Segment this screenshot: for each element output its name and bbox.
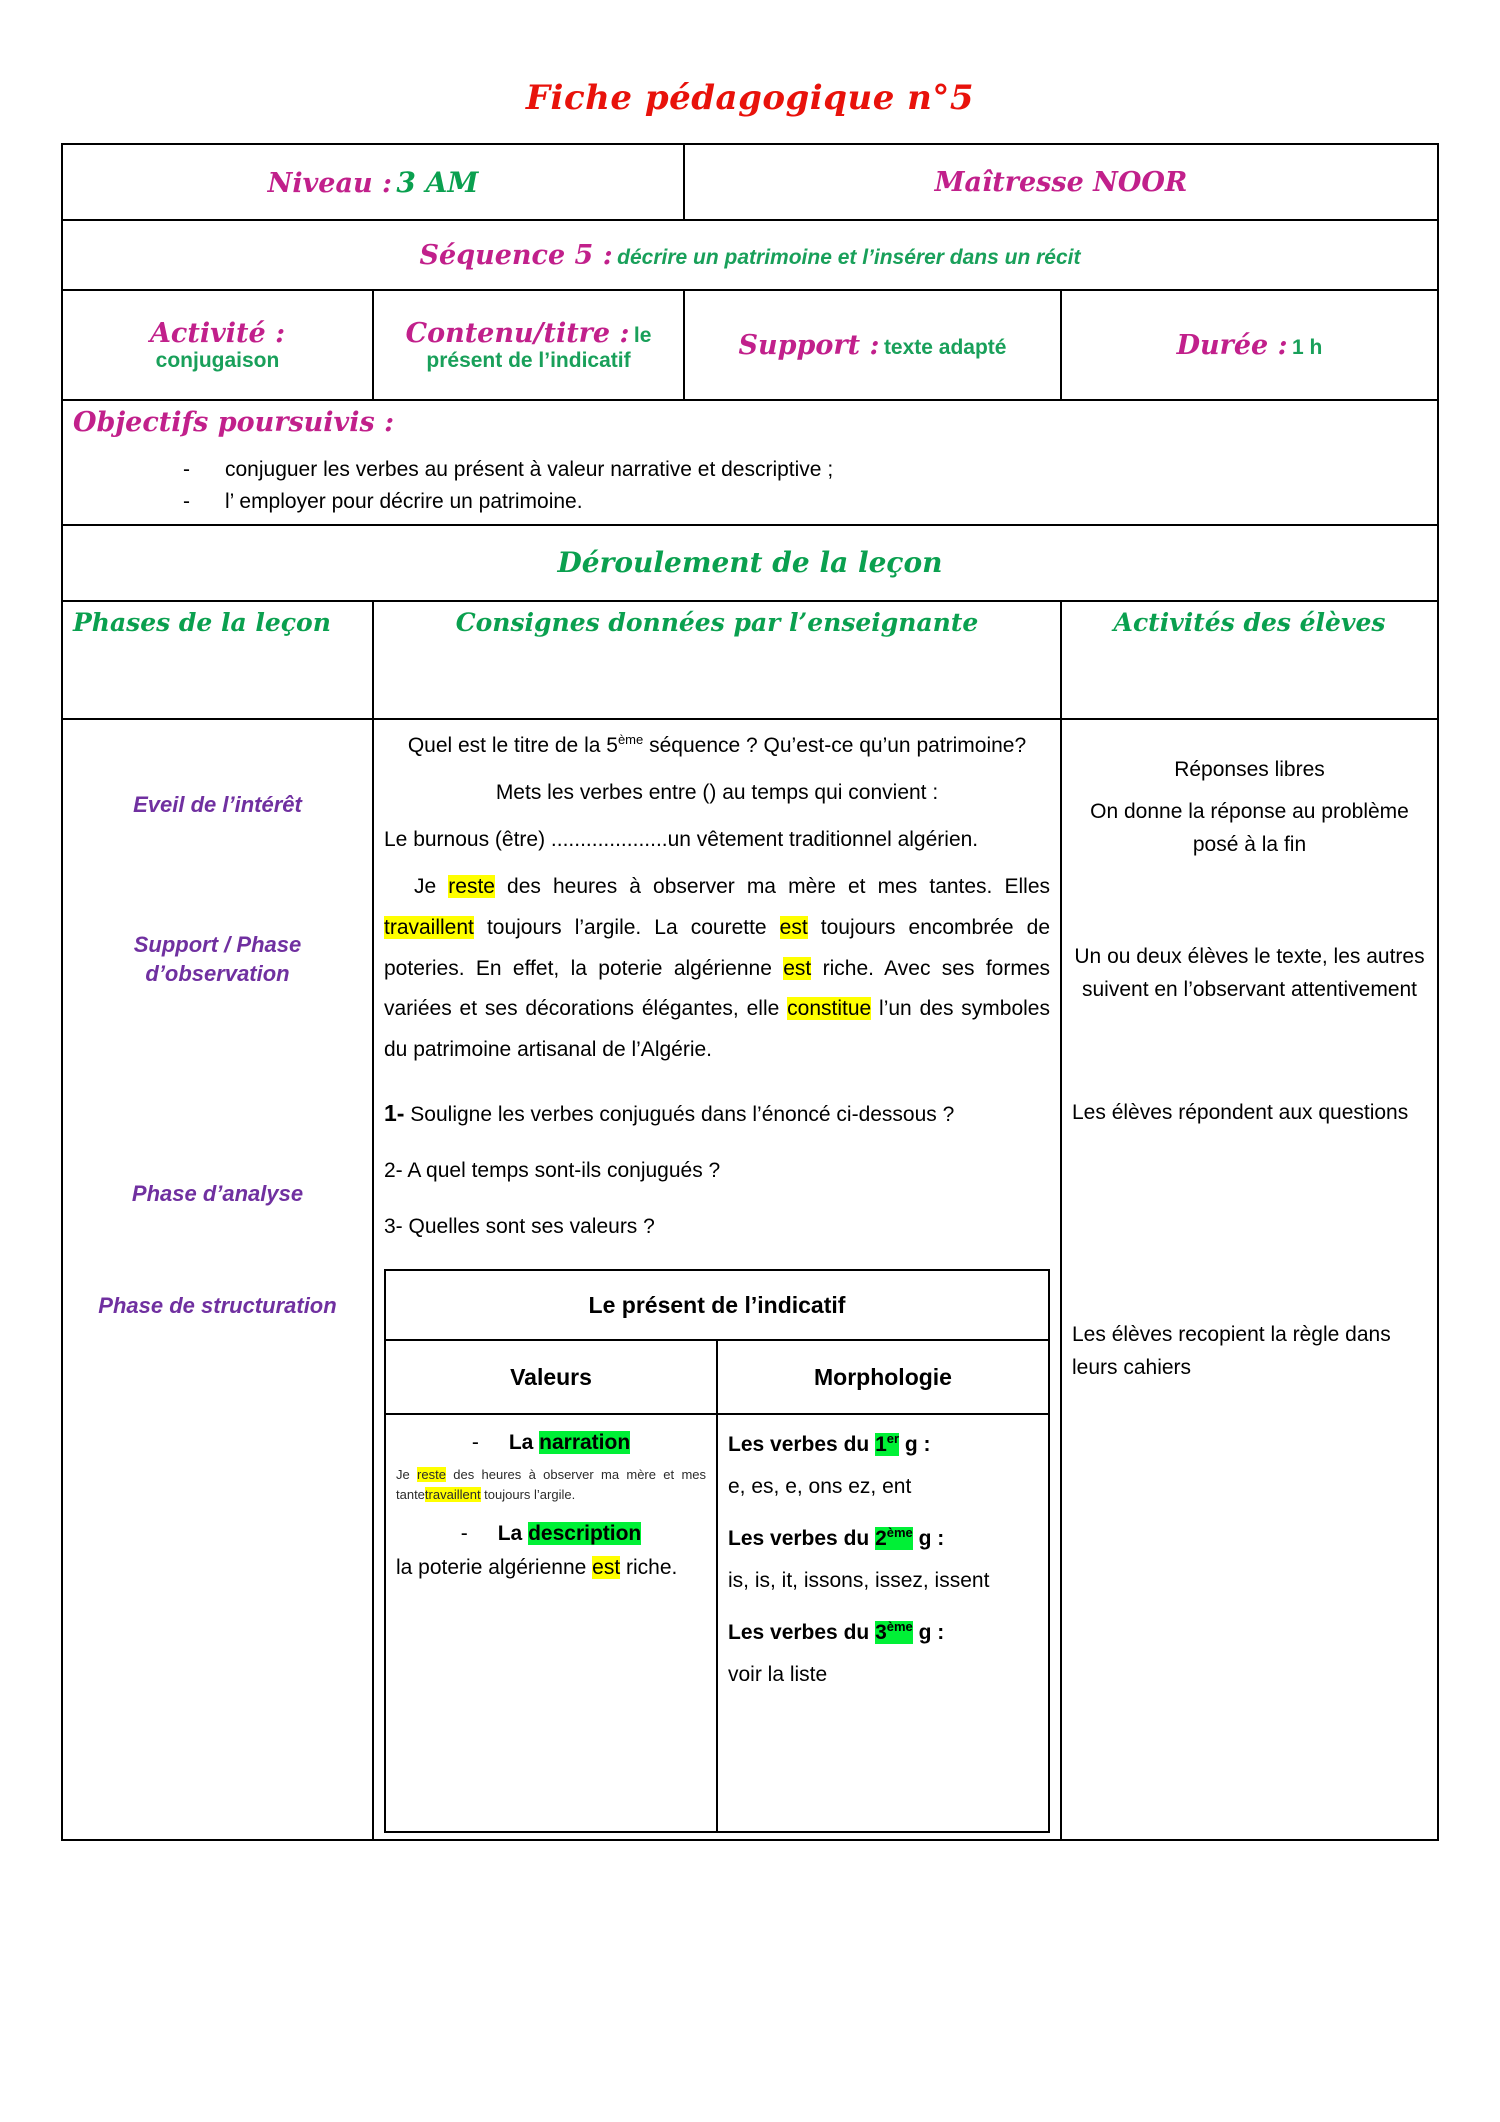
phase-eveil: Eveil de l’intérêt xyxy=(133,791,302,817)
morph-3-sup: ème xyxy=(886,1619,913,1635)
table-row-objectives xyxy=(62,400,1438,525)
narration-example-highlight-verb: reste xyxy=(417,1467,446,1483)
valeur-description-prefix: La xyxy=(497,1522,529,1546)
student-activity-1: Réponses libres xyxy=(1174,757,1325,781)
column-header-phases-label: Phases de la leçon xyxy=(73,607,331,637)
morph-3-number xyxy=(875,1621,913,1644)
niveau-label: Niveau : xyxy=(267,167,392,199)
phases-column xyxy=(62,719,373,1840)
analysis-question-3-number: 3- xyxy=(384,1214,403,1238)
rule-table-col-morphologie: Morphologie xyxy=(717,1340,1049,1414)
analysis-question-1-number: 1- xyxy=(384,1100,405,1127)
duree-value: 1 h xyxy=(1292,335,1323,359)
table-row-lesson-banner xyxy=(62,525,1438,601)
bullet-dash: - xyxy=(460,1522,468,1546)
page-title: Fiche pédagogique n°5 xyxy=(525,78,975,118)
bullet-dash: - xyxy=(471,1431,479,1455)
support-value: texte adapté xyxy=(883,335,1007,359)
phase-analyse: Phase d’analyse xyxy=(131,1180,304,1206)
column-header-consignes xyxy=(373,601,1061,719)
lesson-plan-table xyxy=(61,143,1439,1841)
support-text-highlight-verb: travaillent xyxy=(384,915,474,939)
support-text-run: des heures à observer ma mère et mes tantes. Elles xyxy=(494,874,1050,898)
rule-table-col-valeurs: Valeurs xyxy=(385,1340,717,1414)
niveau-cell xyxy=(62,144,684,220)
rule-table-title: Le présent de l’indicatif xyxy=(385,1270,1049,1340)
activite-cell xyxy=(62,290,373,400)
activite-label: Activité : xyxy=(149,317,286,349)
student-activity-4: Les élèves répondent aux questions xyxy=(1072,1100,1409,1124)
activite-value: conjugaison xyxy=(155,348,280,372)
rule-table xyxy=(384,1269,1050,1833)
table-row-lesson-body xyxy=(62,719,1438,1840)
valeur-narration-word: narration xyxy=(539,1431,631,1455)
valeur-description xyxy=(396,1522,706,1546)
contenu-cell xyxy=(373,290,684,400)
analysis-question-2-text: A quel temps sont-ils conjugués ? xyxy=(407,1159,721,1183)
morph-2-num: 2 xyxy=(875,1527,887,1551)
student-activity-5: Les élèves recopient la règle dans leurs cahiers xyxy=(1072,1323,1391,1379)
column-header-activites xyxy=(1061,601,1438,719)
list-item: - conjuguer les verbes au présent à valeur narrative et descriptive ; xyxy=(183,454,1427,486)
morph-group-3-endings: voir la liste xyxy=(728,1663,828,1687)
column-header-activites-label: Activités des élèves xyxy=(1113,607,1386,637)
objectives-title: Objectifs poursuivis : xyxy=(73,407,395,438)
sequence-value: décrire un patrimoine et l’insérer dans un récit xyxy=(617,245,1081,269)
table-row-sequence xyxy=(62,220,1438,290)
table-row-column-headers xyxy=(62,601,1438,719)
phase-support-observation: Support / Phase d’observation xyxy=(133,931,302,987)
rule-table-head-row xyxy=(385,1340,1049,1414)
sequence-label: Séquence 5 : xyxy=(419,239,613,271)
description-example-highlight-verb: est xyxy=(592,1556,621,1580)
morph-1-number xyxy=(875,1433,899,1456)
table-row-level xyxy=(62,144,1438,220)
narration-example-run: toujours l’argile. xyxy=(480,1486,576,1502)
analysis-question-2-number: 2- xyxy=(384,1159,403,1183)
morph-2-number xyxy=(875,1527,913,1550)
support-text-highlight-verb: est xyxy=(783,956,812,980)
objectives-list xyxy=(73,454,1427,518)
rule-table-morphologie-cell xyxy=(717,1414,1049,1832)
column-header-phases xyxy=(62,601,373,719)
morph-1-post: g : xyxy=(899,1433,931,1457)
support-cell xyxy=(684,290,1061,400)
student-activity-2: On donne la réponse au problème posé à la fin xyxy=(1090,800,1409,856)
instruction-mets-verbes: Mets les verbes entre () au temps qui convient : xyxy=(495,780,939,804)
morph-2-post: g : xyxy=(912,1527,945,1551)
duree-label: Durée : xyxy=(1176,329,1288,361)
description-example-run: riche. xyxy=(620,1556,678,1580)
support-text-run: riche. Avec ses formes variées et ses décorations élégantes, elle xyxy=(384,956,1050,1021)
support-text xyxy=(384,867,1050,1072)
teacher-name: Maîtresse NOOR xyxy=(934,166,1188,198)
contenu-label: Contenu/titre : xyxy=(405,317,630,349)
morph-1-pre: Les verbes du xyxy=(728,1433,876,1457)
morph-2-sup: ème xyxy=(886,1525,913,1541)
support-text-run: toujours encombrée de poteries. En effet, la poterie algérienne xyxy=(384,915,1050,980)
valeur-narration-prefix: La xyxy=(508,1431,540,1455)
morph-group-2-endings: is, is, it, issons, issez, issent xyxy=(728,1569,990,1593)
morph-3-pre: Les verbes du xyxy=(728,1621,876,1645)
description-example-run: la poterie algérienne xyxy=(396,1556,593,1580)
column-header-consignes-label: Consignes données par l’enseignante xyxy=(455,607,979,637)
morph-1-num: 1 xyxy=(875,1433,887,1457)
lesson-banner-text: Déroulement de la leçon xyxy=(557,546,943,580)
narration-example xyxy=(396,1465,706,1504)
phase-structuration: Phase de structuration xyxy=(98,1292,337,1318)
rule-table-valeurs-cell xyxy=(385,1414,717,1832)
table-row-meta xyxy=(62,290,1438,400)
support-text-highlight-verb: est xyxy=(779,915,808,939)
analysis-question-2 xyxy=(384,1154,1050,1188)
morph-group-1-head xyxy=(728,1431,1038,1457)
teacher-cell xyxy=(684,144,1438,220)
support-text-run: l’un des symboles du patrimoine artisanal de l’Algérie. xyxy=(384,997,1050,1062)
support-text-run: Je xyxy=(414,874,449,898)
question-titre-sequence: Quel est le titre de la 5ème séquence ? Qu’est-ce qu’un patrimoine? xyxy=(407,731,1027,757)
objectives-cell xyxy=(62,400,1438,525)
analysis-question-3 xyxy=(384,1210,1050,1244)
valeur-narration xyxy=(396,1431,706,1455)
activites-column xyxy=(1061,719,1438,1840)
rule-table-title-row xyxy=(385,1270,1049,1340)
niveau-value: 3 AM xyxy=(396,165,479,199)
morph-group-1-endings: e, es, e, ons ez, ent xyxy=(728,1475,912,1499)
exercise-burnous: Le burnous (être) ....................un vêtement traditionnel algérien. xyxy=(384,827,979,851)
list-item: - l’ employer pour décrire un patrimoine. xyxy=(183,486,1427,518)
consignes-column xyxy=(373,719,1061,1840)
analysis-question-3-text: Quelles sont ses valeurs ? xyxy=(408,1214,655,1238)
analysis-question-1-text: Souligne les verbes conjugués dans l’énoncé ci-dessous ? xyxy=(410,1103,955,1127)
student-activity-3: Un ou deux élèves le texte, les autres suivent en l’observant attentivement xyxy=(1074,945,1425,1001)
support-text-run: toujours l’argile. La courette xyxy=(473,915,780,939)
support-text-highlight-verb: constitue xyxy=(787,997,872,1021)
analysis-question-1 xyxy=(384,1095,1050,1132)
morph-group-2-head xyxy=(728,1525,1038,1551)
morph-2-pre: Les verbes du xyxy=(728,1527,876,1551)
lesson-banner-cell xyxy=(62,525,1438,601)
narration-example-run: Je xyxy=(396,1467,418,1483)
morph-group-3-head xyxy=(728,1619,1038,1645)
narration-example-highlight-verb: travaillent xyxy=(424,1486,481,1502)
morph-1-sup: er xyxy=(886,1431,900,1447)
rule-table-body-row xyxy=(385,1414,1049,1832)
valeur-description-word: description xyxy=(528,1522,642,1546)
support-text-highlight-verb: reste xyxy=(448,874,495,898)
narration-example-run: des heures à observer ma mère et mes tante xyxy=(396,1467,706,1502)
sequence-cell xyxy=(62,220,1438,290)
morph-3-num: 3 xyxy=(875,1621,887,1645)
description-example xyxy=(396,1556,706,1580)
morph-3-post: g : xyxy=(912,1621,945,1645)
duree-cell xyxy=(1061,290,1438,400)
contenu-value: le présent de l’indicatif xyxy=(426,323,652,372)
support-label: Support : xyxy=(738,329,880,361)
